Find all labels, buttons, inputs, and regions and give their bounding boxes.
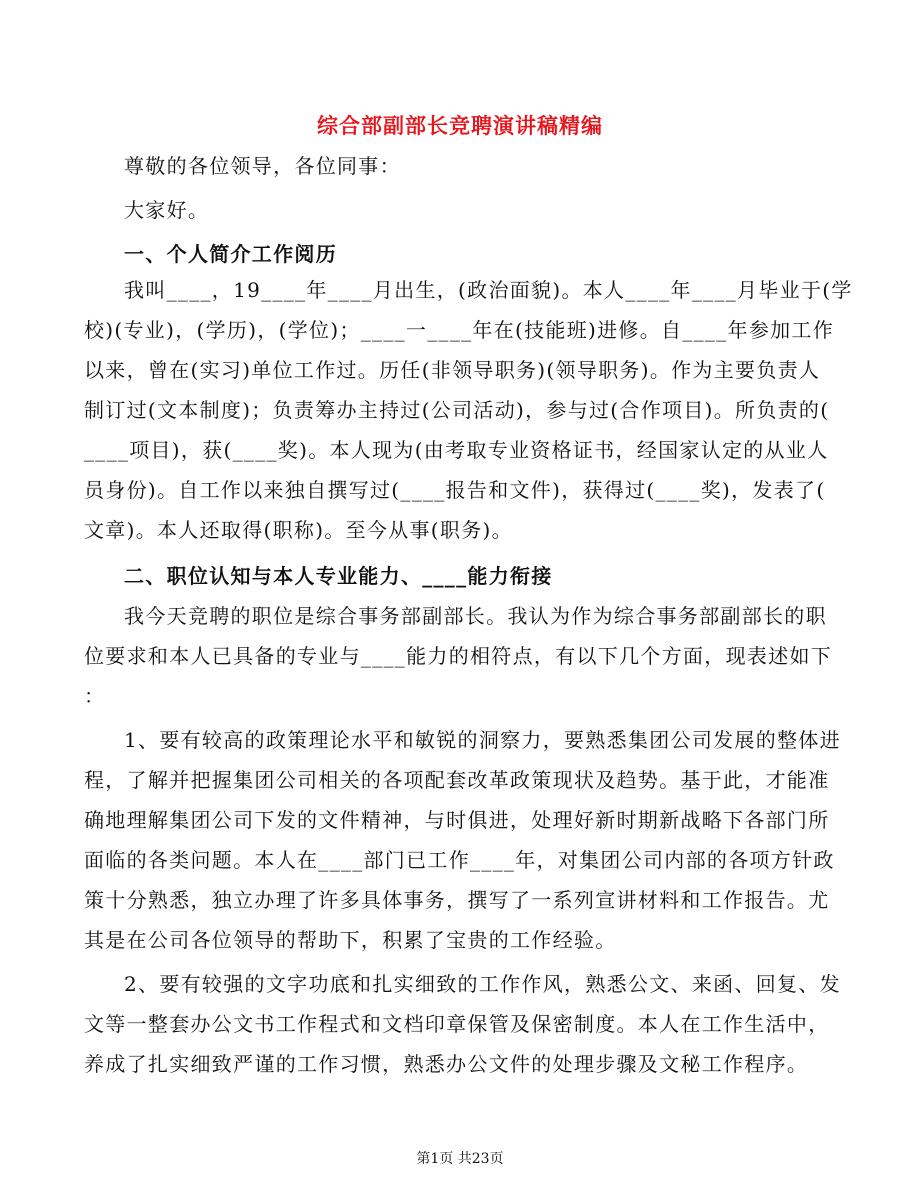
- point1-line: 策十分熟悉，独立办理了许多具体事务，撰写了一系列宣讲材料和工作报告。尤: [84, 888, 830, 912]
- section1-line: 文章)。本人还取得(职称)。至今从事(职务)。: [84, 518, 513, 542]
- section1-line: 员身份)。自工作以来独自撰写过(____报告和文件)，获得过(____奖)，发表了(: [84, 478, 826, 502]
- section2-intro-line: 我今天竞聘的职位是综合事务部副部长。我认为作为综合事务部副部长的职: [124, 604, 827, 628]
- point1-line: 其是在公司各位领导的帮助下，积累了宝贵的工作经验。: [84, 928, 617, 952]
- point1-line: 面临的各类问题。本人在____部门已工作____年，对集团公司内部的各项方针政: [84, 848, 835, 872]
- point1-line: 确地理解集团公司下发的文件精神，与时俱进，处理好新时期新战略下各部门所: [84, 808, 830, 832]
- greeting: 尊敬的各位领导，各位同事：: [124, 154, 401, 178]
- page-footer: 第1页 共23页: [416, 1151, 504, 1167]
- section1-line: ____项目)，获(____奖)。本人现为(由考取专业资格证书，经国家认定的从业人: [84, 438, 829, 462]
- section2-intro-line: ：: [84, 684, 106, 708]
- section1-line: 校)(专业)，(学历)，(学位)；____一____年在(技能班)进修。自____年参加工作: [84, 318, 835, 342]
- section2-intro-line: 位要求和本人已具备的专业与____能力的相符点，有以下几个方面，现表述如下: [84, 644, 833, 668]
- point1-line: 程，了解并把握集团公司相关的各项配套改革政策现状及趋势。基于此，才能准: [84, 768, 830, 792]
- hello-line: 大家好。: [124, 198, 210, 222]
- section1-line: 我叫____，19____年____月出生，(政治面貌)。本人____年____月毕业于(学: [124, 278, 853, 302]
- point1-line: 1、要有较高的政策理论水平和敏锐的洞察力，要熟悉集团公司发展的整体进: [124, 728, 841, 752]
- point2-line: 2、要有较强的文字功底和扎实细致的工作作风，熟悉公文、来函、回复、发: [124, 972, 841, 996]
- point2-line: 养成了扎实细致严谨的工作习惯，熟悉办公文件的处理步骤及文秘工作程序。: [84, 1052, 809, 1076]
- section1-line: 制订过(文本制度)；负责筹办主持过(公司活动)，参与过(合作项目)。所负责的(: [84, 398, 830, 422]
- section1-line: 以来，曾在(实习)单位工作过。历任(非领导职务)(领导职务)。作为主要负责人: [84, 358, 821, 382]
- section2-heading: 二、职位认知与本人专业能力、____能力衔接: [124, 564, 553, 588]
- section1-heading: 一、个人简介工作阅历: [124, 242, 337, 266]
- point2-line: 文等一整套办公文书工作程式和文档印章保管及保密制度。本人在工作生活中，: [84, 1012, 830, 1036]
- document-title: 综合部副部长竞聘演讲稿精编: [317, 113, 603, 138]
